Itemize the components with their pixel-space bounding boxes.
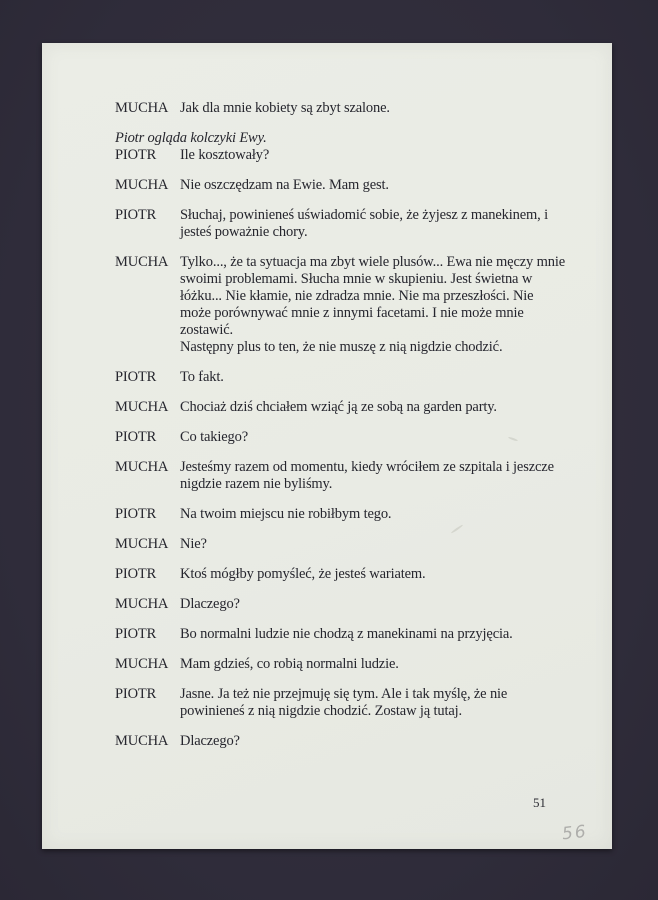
dialogue-line: jesteś poważnie chory. bbox=[180, 224, 308, 240]
speaker-name: PIOTR bbox=[115, 566, 157, 582]
speaker-name: PIOTR bbox=[115, 429, 157, 445]
dialogue-entry bbox=[115, 596, 555, 613]
dialogue-entry bbox=[115, 100, 555, 117]
dialogue-entry bbox=[115, 459, 555, 493]
dialogue-line: Co takiego? bbox=[180, 429, 249, 445]
dialogue-line: Jak dla mnie kobiety są zbyt szalone. bbox=[180, 100, 390, 116]
dialogue-line: Następny plus to ten, że nie muszę z nią nigdzie chodzić. bbox=[180, 339, 503, 355]
dialogue-line: Ktoś mógłby pomyśleć, że jesteś wariatem. bbox=[180, 566, 426, 582]
dialogue-entry bbox=[115, 656, 555, 673]
dialogue-line: Nie? bbox=[180, 536, 207, 552]
dialogue-line: Ile kosztowały? bbox=[180, 147, 270, 163]
speaker-name: PIOTR bbox=[115, 147, 157, 163]
dialogue-line: Mam gdzieś, co robią normalni ludzie. bbox=[180, 656, 399, 672]
speaker-name: MUCHA bbox=[115, 177, 169, 193]
dialogue-entry bbox=[115, 536, 555, 553]
speaker-name: MUCHA bbox=[115, 733, 169, 749]
dialogue-entry bbox=[115, 399, 555, 416]
dialogue-entry bbox=[115, 506, 555, 523]
dialogue-line: To fakt. bbox=[180, 369, 224, 385]
speaker-name: PIOTR bbox=[115, 369, 157, 385]
dialogue-text bbox=[180, 399, 555, 416]
speaker-name: MUCHA bbox=[115, 656, 169, 672]
dialogue-line: Bo normalni ludzie nie chodzą z manekinami na przyjęcia. bbox=[180, 626, 513, 642]
speaker-name: PIOTR bbox=[115, 686, 157, 702]
dialogue-text bbox=[180, 656, 555, 673]
dialogue-block bbox=[115, 100, 566, 763]
speaker-name: PIOTR bbox=[115, 207, 157, 223]
stage-direction: Piotr ogląda kolczyki Ewy. bbox=[115, 130, 267, 146]
dialogue-text bbox=[180, 207, 555, 241]
dialogue-text bbox=[180, 626, 555, 643]
dialogue-line: swoimi problemami. Słucha mnie w skupieniu. Jest świetna w bbox=[180, 271, 533, 287]
dialogue-line: Chociaż dziś chciałem wziąć ją ze sobą na garden party. bbox=[180, 399, 497, 415]
dialogue-entry bbox=[115, 207, 555, 241]
dialogue-text bbox=[180, 147, 555, 164]
dialogue-line: powinieneś z nią nigdzie chodzić. Zostaw ją tutaj. bbox=[180, 703, 463, 719]
dialogue-text bbox=[180, 566, 555, 583]
dialogue-text bbox=[180, 536, 555, 553]
dialogue-line: Dlaczego? bbox=[180, 596, 240, 612]
dialogue-text bbox=[180, 177, 555, 194]
speaker-name: MUCHA bbox=[115, 596, 169, 612]
speaker-name: PIOTR bbox=[115, 506, 157, 522]
handwritten-page-number: 56 bbox=[561, 821, 589, 845]
dialogue-text bbox=[180, 429, 555, 446]
dialogue-entry bbox=[115, 686, 555, 720]
dialogue-line: Dlaczego? bbox=[180, 733, 240, 749]
dialogue-entry bbox=[115, 254, 566, 356]
page-number: 51 bbox=[533, 795, 546, 810]
dialogue-line: Jesteśmy razem od momentu, kiedy wróciłem ze szpitala i jeszcze bbox=[180, 459, 554, 475]
dialogue-line: zostawić. bbox=[180, 322, 234, 338]
dialogue-entry bbox=[115, 626, 555, 643]
dialogue-entry bbox=[115, 177, 555, 194]
dialogue-line: Słuchaj, powinieneś uświadomić sobie, że żyjesz z manekinem, i bbox=[180, 207, 548, 223]
dialogue-text bbox=[180, 686, 555, 720]
speaker-name: MUCHA bbox=[115, 254, 169, 270]
dialogue-line: może porównywać mnie z innymi facetami. I nie może mnie bbox=[180, 305, 524, 321]
dialogue-line: łóżku... Nie kłamie, nie zdradza mnie. Nie ma przeszłości. Nie bbox=[180, 288, 534, 304]
dialogue-entry bbox=[115, 369, 555, 386]
dialogue-entry bbox=[115, 566, 555, 583]
speaker-name: MUCHA bbox=[115, 536, 169, 552]
dialogue-text bbox=[180, 596, 555, 613]
dialogue-line: Jasne. Ja też nie przejmuję się tym. Ale i tak myślę, że nie bbox=[180, 686, 508, 702]
dialogue-line: Tylko..., że ta sytuacja ma zbyt wiele plusów... Ewa nie męczy mnie bbox=[180, 254, 566, 270]
speaker-name: MUCHA bbox=[115, 399, 169, 415]
dialogue-entry bbox=[115, 147, 555, 164]
dialogue-text bbox=[180, 254, 565, 356]
dialogue-entry bbox=[115, 429, 555, 446]
dialogue-line: Nie oszczędzam na Ewie. Mam gest. bbox=[180, 177, 389, 193]
dialogue-line: Na twoim miejscu nie robiłbym tego. bbox=[180, 506, 392, 522]
dialogue-text bbox=[180, 369, 555, 386]
script-page bbox=[42, 43, 612, 849]
speaker-name: PIOTR bbox=[115, 626, 157, 642]
speaker-name: MUCHA bbox=[115, 459, 169, 475]
dialogue-entry bbox=[115, 733, 555, 750]
speaker-name: MUCHA bbox=[115, 100, 169, 116]
dialogue-text bbox=[180, 100, 555, 117]
dialogue-text bbox=[180, 506, 555, 523]
dialogue-text bbox=[180, 733, 555, 750]
dialogue-text bbox=[180, 459, 555, 493]
dialogue-line: nigdzie razem nie byliśmy. bbox=[180, 476, 333, 492]
